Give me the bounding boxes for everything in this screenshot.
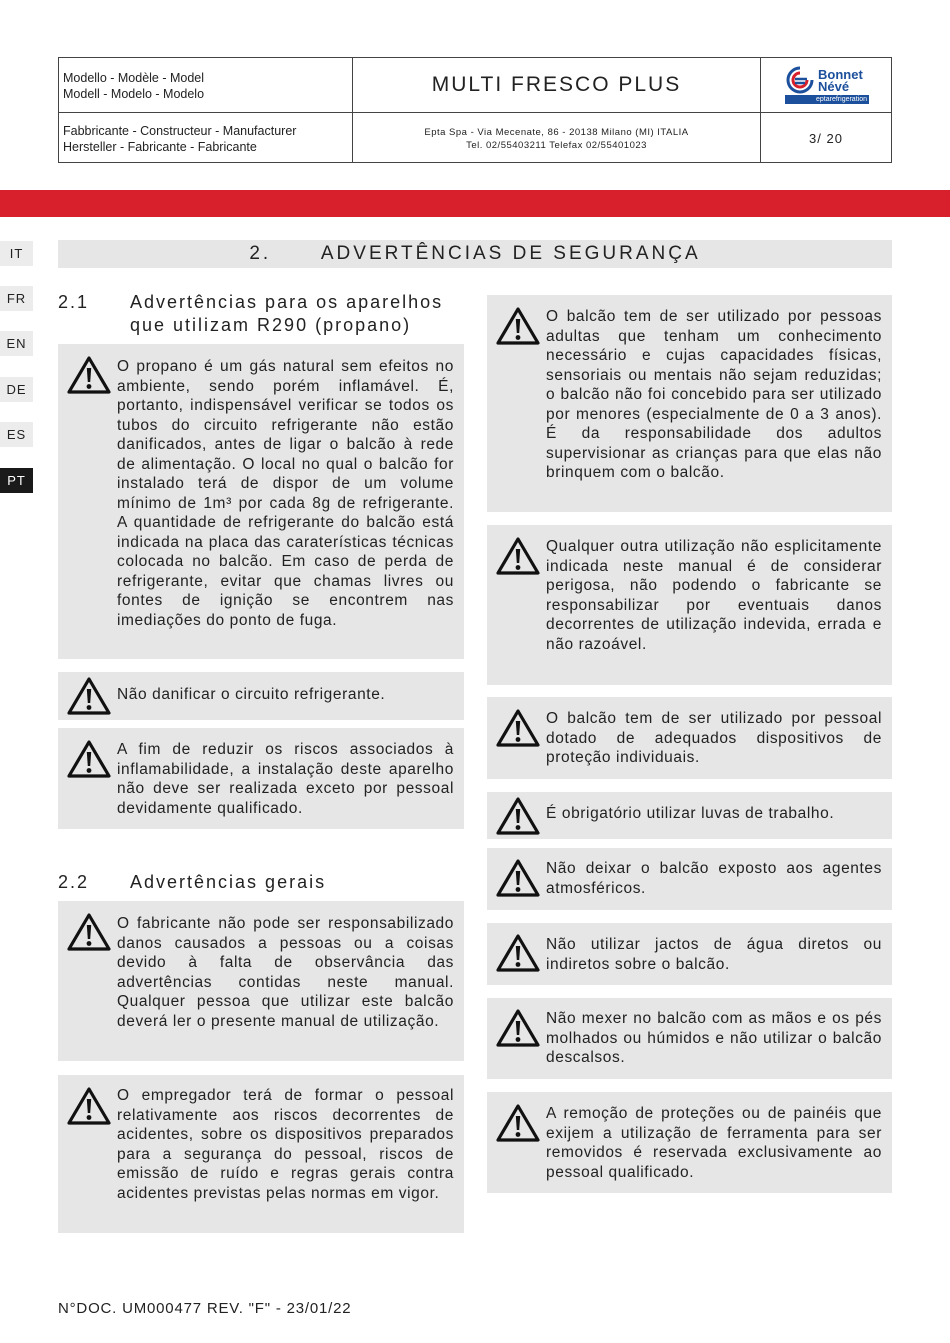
- warning-triangle-icon: [496, 708, 540, 748]
- tab-lang-es[interactable]: ES: [0, 422, 33, 447]
- warning-triangle-icon: [67, 676, 111, 716]
- section-title-bar: [58, 240, 892, 268]
- warning-triangle-icon: [496, 536, 540, 576]
- manufacturer-label: Fabbricante - Constructeur - Manufacturer Hersteller - Fabricante - Fabricante: [63, 124, 297, 154]
- warning-box-gloves: É obrigatório utilizar luvas de trabalho.: [487, 792, 892, 839]
- warning-box-removal: A remoção de proteções ou de painéis que exijem a utilização de ferramenta para ser removidos é reservada exclusivamente ao pessoal qualificado.: [487, 1092, 892, 1193]
- warning-box-propane: O propano é um gás natural sem efeitos no ambiente, sendo porém inflamável. É, portanto, indispensável verificar se todos os tubos do circuito refrigerante não estão danificados, antes de ligar o balcão à rede de alimentação. O local no qual o balcão for instalado terá de dispor de um volume mínimo de 1m³ por cada 8g de refrigerante. A quantidade de refrigerante do balcão está indicada na placa das caraterísticas técnicas colocada no balcão. Em caso de perda de refrigerante, evitar que chamas livres ou fontes de ignição se encontrem nas imediações do ponto de fuga.: [58, 344, 464, 659]
- warning-triangle-icon: [67, 912, 111, 952]
- model-label: Modello - Modèle - Model Modell - Modelo - Modelo: [63, 71, 205, 101]
- page-number: 3/ 20: [809, 131, 843, 146]
- warning-box-circuit: Não danificar o circuito refrigerante.: [58, 672, 464, 720]
- tab-lang-pt[interactable]: PT: [0, 468, 33, 493]
- section-title: 2. ADVERTÊNCIAS DE SEGURANÇA: [249, 243, 701, 264]
- subsection-2-2-heading: 2.2 Advertências gerais: [58, 872, 327, 892]
- warning-triangle-icon: [496, 1103, 540, 1143]
- warning-box-water-jets: Não utilizar jactos de água diretos ou indiretos sobre o balcão.: [487, 923, 892, 985]
- tab-lang-fr[interactable]: FR: [0, 286, 33, 311]
- warning-box-manufacturer: O fabricante não pode ser responsabilizado danos causados a pessoas ou a coisas devido à falta de observância das advertências contidas neste manual. Qualquer pessoa que utilizar este balcão deverá ler o presente manual de utilização.: [58, 901, 464, 1061]
- warning-triangle-icon: [67, 355, 111, 395]
- warning-triangle-icon: [496, 933, 540, 973]
- warning-box-wet-hands: Não mexer no balcão com as mãos e os pés molhados ou húmidos e não utilizar o balcão descalsos.: [487, 998, 892, 1079]
- product-name: MULTI FRESCO PLUS: [431, 73, 682, 96]
- warning-box-ppe: O balcão tem de ser utilizado por pessoal dotado de adequados dispositivos de proteção individuais.: [487, 697, 892, 779]
- red-divider-bar: [0, 190, 950, 217]
- manufacturer-address: Epta Spa - Via Mecenate, 86 - 20138 Milano (MI) ITALIA Tel. 02/55403211 Telefax 02/55401023: [424, 127, 689, 151]
- warning-box-adults: O balcão tem de ser utilizado por pessoas adultas que tenham um conhecimento necessário e cujas capacidades físicas, sensoriais ou mentais não sejam reduzidas; o balcão não foi concebido para ser utilizado por menores (especialmente de 0 a 3 anos). É da responsabilidade dos adultos supervisionar as crianças para que elas não brinquem com o balcão.: [487, 295, 892, 512]
- warning-box-employer: O empregador terá de formar o pessoal relativamente aos riscos decorrentes de acidentes, sobre os dispositivos preparados para a segurança do pessoal, riscos de emissão de ruído e regras gerais contra acidentes previstas pelas normas em vigor.: [58, 1075, 464, 1233]
- warning-triangle-icon: [496, 306, 540, 346]
- warning-triangle-icon: [496, 858, 540, 898]
- tab-lang-en[interactable]: EN: [0, 331, 33, 356]
- document-number: N°DOC. UM000477 REV. "F" - 23/01/22: [58, 1300, 352, 1317]
- warning-triangle-icon: [67, 739, 111, 779]
- warning-box-installation: A fim de reduzir os riscos associados à inflamabilidade, a instalação deste aparelho não deve ser realizada exceto por pessoal devidamente qualificado.: [58, 728, 464, 829]
- tab-lang-de[interactable]: DE: [0, 377, 33, 402]
- bonnet-neve-logo: Bonnet Névé eptarefrigeration: [785, 65, 869, 107]
- warning-triangle-icon: [496, 796, 540, 836]
- warning-triangle-icon: [67, 1086, 111, 1126]
- warning-box-other-use: Qualquer outra utilização não esplicitamente indicada neste manual é de considerar perigosa, não podendo o fabricante se responsabilizar por eventuais danos decorrentes de utilização indevida, errada e não razoável.: [487, 525, 892, 685]
- tab-lang-it[interactable]: IT: [0, 241, 33, 266]
- warning-box-weather: Não deixar o balcão exposto aos agentes atmosféricos.: [487, 848, 892, 910]
- warning-triangle-icon: [496, 1008, 540, 1048]
- subsection-2-1-heading: 2.1 Advertências para os aparelhos que utilizam R290 (propano): [58, 292, 444, 335]
- header-table: [58, 57, 892, 163]
- logo-swirl-icon: [785, 65, 815, 95]
